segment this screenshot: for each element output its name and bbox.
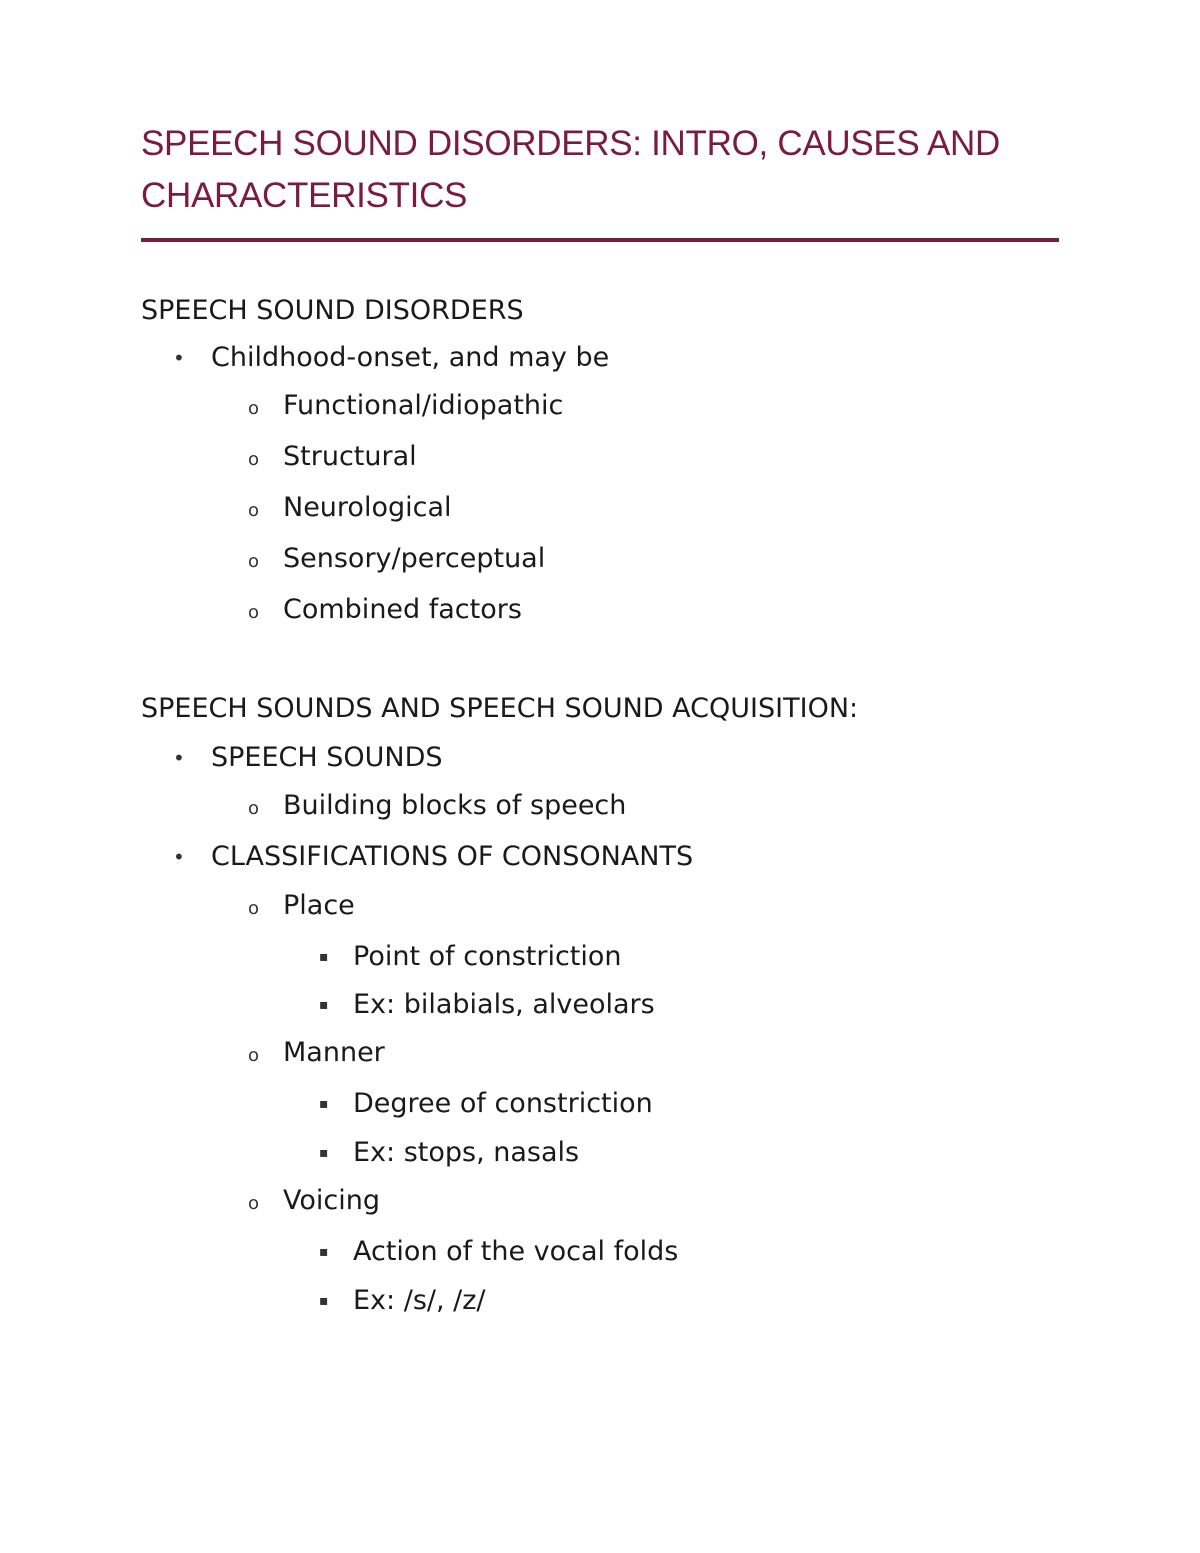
list-item-place: Place (283, 890, 355, 921)
square-bullet-icon: ▪ (319, 1244, 329, 1260)
list-item-childhood-onset: Childhood-onset, and may be (211, 342, 610, 373)
circle-bullet-icon: o (248, 602, 260, 623)
circle-bullet-icon: o (248, 398, 260, 419)
square-bullet-icon: ▪ (319, 949, 329, 965)
list-item-functional: Functional/idiopathic (283, 390, 564, 421)
list-item-ex-stops: Ex: stops, nasals (353, 1137, 580, 1168)
circle-bullet-icon: o (248, 798, 260, 819)
section-heading-speech-sound-disorders: SPEECH SOUND DISORDERS (141, 295, 524, 326)
circle-bullet-icon: o (248, 1045, 260, 1066)
list-item-neurological: Neurological (283, 492, 452, 523)
bullet-icon: • (173, 746, 185, 770)
title-line-2: CHARACTERISTICS (141, 176, 468, 215)
list-item-structural: Structural (283, 441, 417, 472)
square-bullet-icon: ▪ (319, 1096, 329, 1112)
square-bullet-icon: ▪ (319, 1145, 329, 1161)
circle-bullet-icon: o (248, 898, 260, 919)
list-item-sensory: Sensory/perceptual (283, 543, 546, 574)
list-item-ex-s-z: Ex: /s/, /z/ (353, 1285, 486, 1316)
list-item-voicing: Voicing (283, 1185, 380, 1216)
circle-bullet-icon: o (248, 1193, 260, 1214)
circle-bullet-icon: o (248, 449, 260, 470)
circle-bullet-icon: o (248, 500, 260, 521)
square-bullet-icon: ▪ (319, 1293, 329, 1309)
list-item-building-blocks: Building blocks of speech (283, 790, 627, 821)
list-item-action-of-vocal-folds: Action of the vocal folds (353, 1236, 679, 1267)
title-divider (141, 238, 1059, 242)
list-item-classifications: CLASSIFICATIONS OF CONSONANTS (211, 841, 694, 872)
document-title (141, 118, 1041, 222)
list-item-speech-sounds: SPEECH SOUNDS (211, 742, 443, 773)
bullet-icon: • (173, 845, 185, 869)
list-item-point-of-constriction: Point of constriction (353, 941, 622, 972)
list-item-degree-of-constriction: Degree of constriction (353, 1088, 653, 1119)
title-line-1: SPEECH SOUND DISORDERS: INTRO, CAUSES AND (141, 124, 1000, 163)
list-item-manner: Manner (283, 1037, 385, 1068)
list-item-ex-bilabials: Ex: bilabials, alveolars (353, 989, 655, 1020)
circle-bullet-icon: o (248, 551, 260, 572)
list-item-combined-factors: Combined factors (283, 594, 522, 625)
section-heading-speech-sounds-acquisition: SPEECH SOUNDS AND SPEECH SOUND ACQUISITION: (141, 693, 859, 724)
bullet-icon: • (173, 346, 185, 370)
square-bullet-icon: ▪ (319, 997, 329, 1013)
